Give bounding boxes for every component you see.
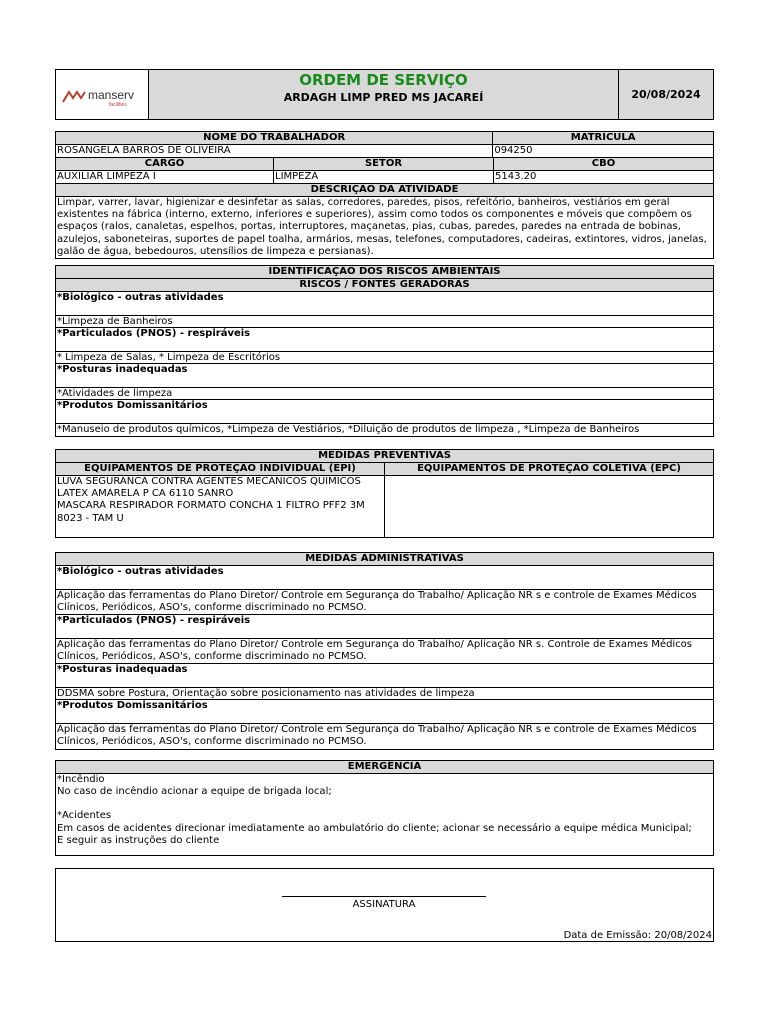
admin-label: *Particulados (PNOS) - respiráveis bbox=[56, 615, 713, 639]
epc-label: EQUIPAMENTOS DE PROTEÇÃO COLETIVA (EPC) bbox=[417, 463, 681, 474]
risk-text: *Atividades de limpeza bbox=[56, 388, 713, 400]
emergency-line: Em casos de acidentes direcionar imediatamente ao ambulatório do cliente; acionar se necessário a equipe médica Municipal; bbox=[57, 822, 692, 834]
document-subtitle: ARDAGH LIMP PRED MS JACAREÍ bbox=[283, 91, 484, 104]
document-header bbox=[55, 69, 714, 120]
cargo-header-row bbox=[56, 158, 713, 171]
admin-text: Aplicação das ferramentas do Plano Diretor/ Controle em Segurança do Trabalho/ Aplicação NR s. Controle de Exames Médicos Clínicos, Periódicos, ASO's, conforme discriminado no PCMSO. bbox=[56, 639, 713, 664]
document-date: 20/08/2024 bbox=[619, 70, 713, 119]
admin-label: *Biológico - outras atividades bbox=[56, 566, 713, 590]
admin-label: *Posturas inadequadas bbox=[56, 664, 713, 688]
company-logo bbox=[56, 70, 149, 119]
emergency-line: *Acidentes bbox=[57, 810, 112, 822]
worker-cbo: 5143.20 bbox=[495, 171, 537, 182]
risk-text: *Manuseio de produtos químicos, *Limpeza de Vestiários, *Diluição de produtos de limpeza , *Limpeza de Banheiros bbox=[57, 424, 640, 435]
title-box bbox=[149, 70, 619, 119]
worker-cargo: AUXILIAR LIMPEZA I bbox=[56, 171, 274, 183]
emergency-body bbox=[56, 774, 713, 847]
worker-header-row bbox=[56, 132, 713, 145]
logo-text: manserv bbox=[88, 87, 135, 102]
emergency-section bbox=[55, 760, 714, 856]
risk-label: *Posturas inadequadas bbox=[56, 364, 713, 388]
preventive-title: MEDIDAS PREVENTIVAS bbox=[56, 450, 713, 463]
admin-title: MEDIDAS ADMINISTRATIVAS bbox=[56, 553, 713, 566]
admin-section bbox=[55, 552, 714, 750]
emergency-line: E seguir as instruções do cliente bbox=[57, 834, 220, 846]
name-label: NOME DO TRABALHADOR bbox=[56, 132, 493, 144]
preventive-body-row bbox=[56, 476, 713, 537]
setor-label: SETOR bbox=[274, 158, 494, 170]
emergency-line: No caso de incêndio acionar a equipe de brigada local; bbox=[57, 786, 332, 798]
cbo-label: CBO bbox=[591, 158, 616, 169]
risk-label: *Biológico - outras atividades bbox=[56, 292, 713, 316]
epi-item: LUVA SEGURANCA CONTRA AGENTES MECANICOS QUIMICOS LATEX AMARELA P CA 6110 SANRO bbox=[57, 476, 361, 500]
worker-section bbox=[55, 131, 714, 259]
emergency-line: *Incêndio bbox=[57, 774, 105, 785]
desc-label: DESCRIÇÃO DA ATIVIDADE bbox=[56, 184, 713, 197]
manserv-logo-icon bbox=[61, 82, 143, 108]
signature-section bbox=[55, 868, 714, 942]
emission-date: Data de Emissão: 20/08/2024 bbox=[563, 930, 712, 941]
worker-setor: LIMPEZA bbox=[274, 171, 494, 183]
signature-line bbox=[282, 896, 486, 897]
admin-text: Aplicação das ferramentas do Plano Diretor/ Controle em Segurança do Trabalho/ Aplicação NR s e controle de Exames Médicos Clínicos, Periódicos, ASO's, conforme discriminado no PCMSO. bbox=[57, 724, 697, 747]
activity-description: Limpar, varrer, lavar, higienizar e desinfetar as salas, corredores, paredes, pisos, refeitório, banheiros, vestiários em geral existentes na fábrica (interno, externo, inferiores e superiores), assim como todos os componentes e móveis que compõem os espaços (ralos, canaletas, espelhos, portas, interruptores, maçanetas, pias, cubas, paredes, paredes na entrada de bobinas, azulejos, saboneteiras, suportes de papel toalha, armários, mesas, telefones, computadores, cadeiras, extintores, vidros, janelas, galão de água, bebedouros, utensílios de limpeza e persianas). bbox=[57, 197, 707, 257]
matricula-label: MATRICULA bbox=[570, 132, 636, 143]
risks-title: IDENTIFICAÇÃO DOS RISCOS AMBIENTAIS bbox=[56, 266, 713, 279]
cargo-label: CARGO bbox=[56, 158, 274, 170]
preventive-header-row bbox=[56, 463, 713, 476]
signature-label: ASSINATURA bbox=[352, 899, 416, 910]
admin-label: *Produtos Domissanitários bbox=[56, 700, 713, 724]
admin-text: DDSMA sobre Postura, Orientação sobre posicionamento nas atividades de limpeza bbox=[56, 688, 713, 700]
cargo-row bbox=[56, 171, 713, 184]
document-title: ORDEM DE SERVIÇO bbox=[299, 71, 468, 89]
admin-text: Aplicação das ferramentas do Plano Diretor/ Controle em Segurança do Trabalho/ Aplicação NR s e controle de Exames Médicos Clínicos, Periódicos, ASO's, conforme discriminado no PCMSO. bbox=[56, 590, 713, 615]
preventive-section bbox=[55, 449, 714, 538]
risk-label: *Particulados (PNOS) - respiráveis bbox=[56, 328, 713, 352]
emergency-title: EMERGÊNCIA bbox=[56, 761, 713, 774]
epi-list bbox=[56, 476, 385, 537]
emergency-line bbox=[57, 798, 712, 810]
worker-name-row bbox=[56, 145, 713, 158]
worker-matricula: 094250 bbox=[494, 145, 533, 156]
worker-name: ROSANGELA BARROS DE OLIVEIRA bbox=[56, 145, 493, 157]
epc-list bbox=[385, 476, 713, 537]
epi-item: MASCARA RESPIRADOR FORMATO CONCHA 1 FILTRO PFF2 3M 8023 - TAM U bbox=[57, 500, 365, 524]
risk-label: *Produtos Domissanitários bbox=[56, 400, 713, 424]
risk-text: * Limpeza de Salas, * Limpeza de Escritórios bbox=[56, 352, 713, 364]
risks-subtitle: RISCOS / FONTES GERADORAS bbox=[56, 279, 713, 292]
logo-sub-text: facilities bbox=[109, 101, 127, 108]
risks-section bbox=[55, 265, 714, 437]
risk-text: *Limpeza de Banheiros bbox=[56, 316, 713, 328]
epi-label: EQUIPAMENTOS DE PROTEÇÃO INDIVIDUAL (EPI) bbox=[56, 463, 385, 475]
